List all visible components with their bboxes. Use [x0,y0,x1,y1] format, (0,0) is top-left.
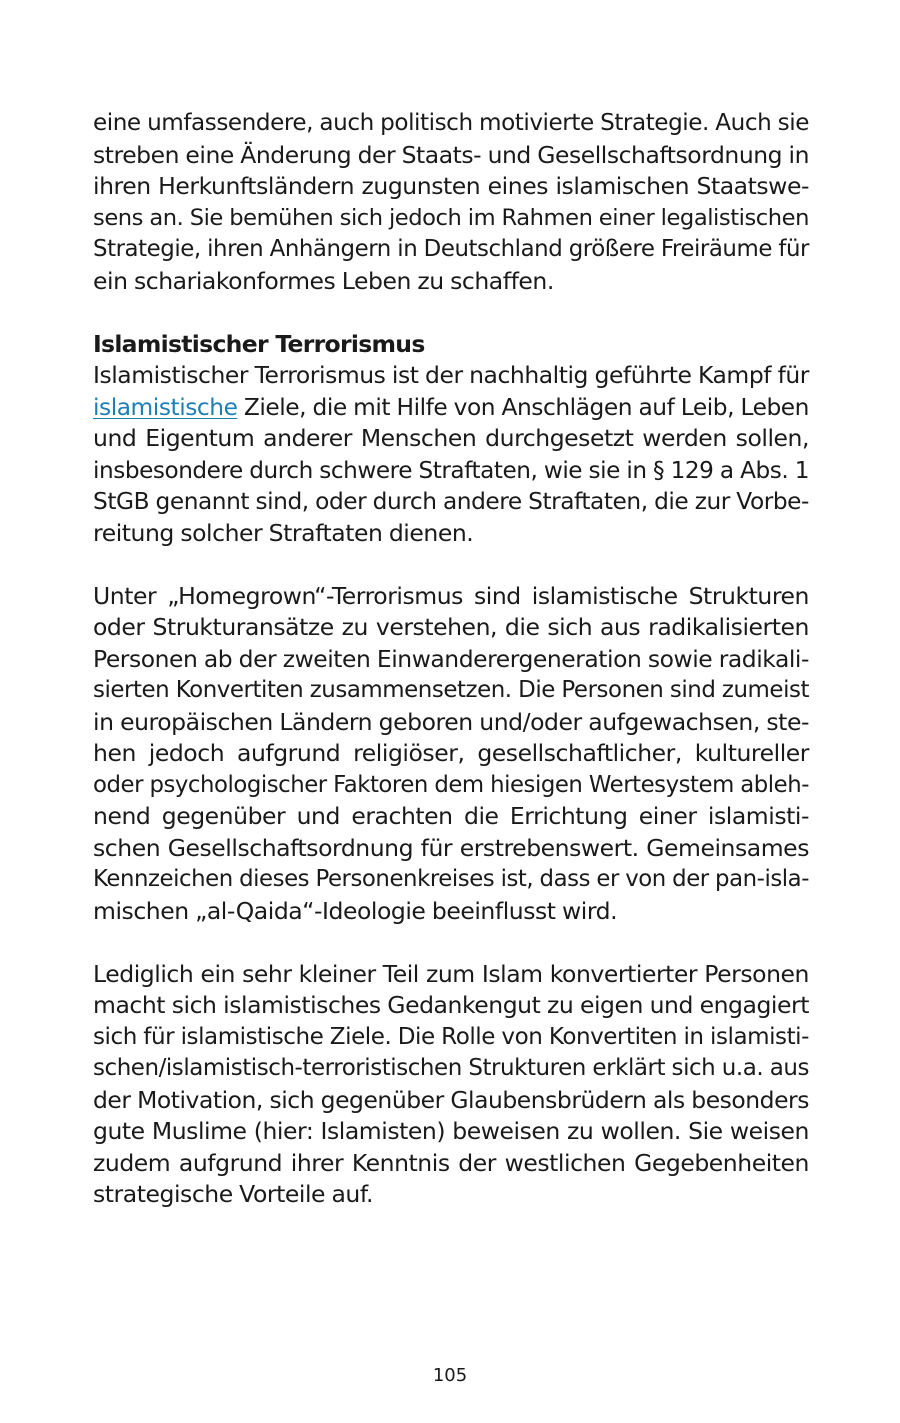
text-line: schen Gesellschaftsordnung für erstrebenswert. Gemeinsames [93,833,809,862]
section-heading: Islamistischer Terrorismus [93,329,425,358]
text-line: Unter „Homegrown“-Terrorismus sind islamistische Strukturen [93,581,809,610]
paragraph-converts [93,959,809,1211]
text-line: oder Strukturansätze zu verstehen, die sich aus radikalisierten [93,613,809,641]
text-line: schen/islamistisch-terroristischen Strukturen erklärt sich u.a. aus [93,1055,809,1081]
text-line: ein schariakonformes Leben zu schaffen. [93,266,554,295]
text-line: der Motivation, sich gegenüber Glaubensbrüdern als besonders [93,1085,809,1114]
text-line: in europäischen Ländern geboren und/oder aufgewachsen, ste- [93,707,809,736]
text-line: Strategie, ihren Anhängern in Deutschland größere Freiräume für [93,236,809,262]
text-line: mischen „al-Qaida“-Ideologie beeinflusst wird. [93,896,618,925]
text-line-with-link [93,392,809,424]
text-line: insbesondere durch schwere Straftaten, wie sie in § 129 a Abs. 1 [93,456,809,484]
paragraph-gap [93,297,809,329]
paragraph-gap [93,927,809,959]
page-number: 105 [432,1365,468,1386]
text-line: hen jedoch aufgrund religiöser, gesellschaftlicher, kultureller [93,739,809,767]
text-line: streben eine Änderung der Staats- und Gesellschaftsordnung in [93,140,809,169]
text-line: strategische Vorteile auf. [93,1180,374,1208]
text-line: Islamistischer Terrorismus ist der nachhaltig geführte Kampf für [93,361,809,389]
section-islamist-terrorism [93,329,809,550]
text-line: gute Muslime (hier: Islamisten) beweisen zu wollen. Sie weisen [93,1117,809,1145]
text-line: macht sich islamistisches Gedankengut zu eigen und engagiert [93,991,809,1019]
text-line: StGB genannt sind, oder durch andere Straftaten, die zur Vorbe- [93,488,809,515]
text-line: sens an. Sie bemühen sich jedoch im Rahmen einer legalistischen [93,204,809,231]
paragraph-gap [93,549,809,581]
text-fragment: Ziele, die mit Hilfe von Anschlägen auf Leib, Leben [237,393,809,421]
text-line: Kennzeichen dieses Personenkreises ist, dass er von der pan-isla- [93,866,809,892]
text-line: sich für islamistische Ziele. Die Rolle von Konvertiten in islamisti- [93,1023,809,1050]
text-line: eine umfassendere, auch politisch motivierte Strategie. Auch sie [93,110,809,136]
page-content [93,108,809,1211]
text-line: oder psychologischer Faktoren dem hiesigen Wertesystem ableh- [93,771,809,798]
paragraph-intro [93,108,809,297]
paragraph-homegrown [93,581,809,928]
text-line: nend gegenüber und erachten die Errichtung einer islamisti- [93,802,809,830]
text-line: sierten Konvertiten zusammensetzen. Die Personen sind zumeist [93,677,809,703]
glossary-link-islamistische[interactable]: islamistische [93,393,238,421]
text-line: ihren Herkunftsländern zugunsten eines islamischen Staatswe- [93,172,809,200]
text-line: reitung solcher Straftaten dienen. [93,518,474,547]
text-line: und Eigentum anderer Menschen durchgesetzt werden sollen, [93,424,809,452]
text-line: zudem aufgrund ihrer Kenntnis der westlichen Gegebenheiten [93,1148,809,1177]
text-line: Personen ab der zweiten Einwanderergeneration sowie radikali- [93,644,809,673]
text-line: Lediglich ein sehr kleiner Teil zum Islam konvertierter Personen [93,959,809,988]
